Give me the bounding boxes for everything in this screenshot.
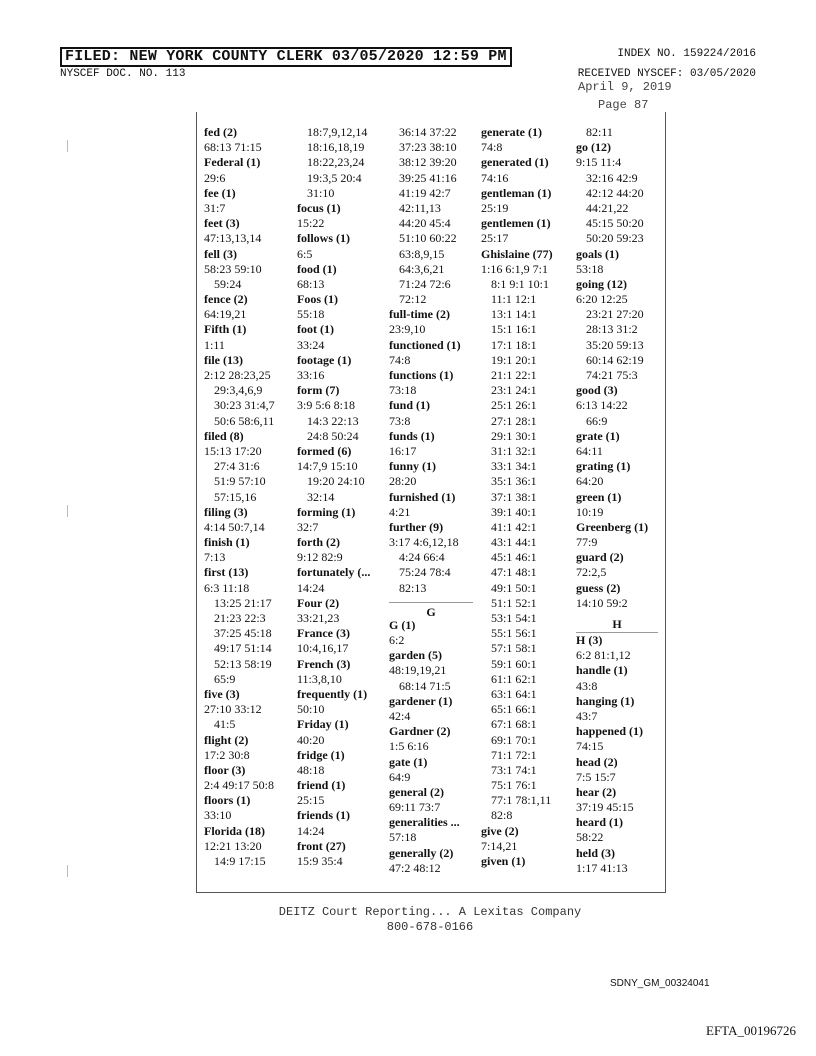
index-term: France (3) — [297, 626, 350, 641]
index-term: gentlemen (1) — [481, 216, 551, 231]
index-citation: 75:24 78:4 — [399, 565, 451, 580]
index-citation: 10:4,16,17 — [297, 641, 349, 656]
index-citation: 11:3,8,10 — [297, 671, 342, 686]
index-term: hear (2) — [576, 784, 617, 799]
index-citation: 9:12 82:9 — [297, 550, 343, 565]
index-citation: 7:14,21 — [481, 838, 518, 853]
index-column-2 — [297, 125, 383, 869]
index-citation: 6:13 14:22 — [576, 398, 628, 413]
index-citation: 4:24 66:4 — [399, 550, 445, 565]
index-term: foot (1) — [297, 322, 334, 337]
index-term: generate (1) — [481, 125, 542, 139]
index-citation: 12:21 13:20 — [204, 838, 262, 853]
index-citation: 13:1 14:1 — [491, 307, 537, 322]
index-citation: 25:17 — [481, 231, 509, 246]
index-term: Florida (18) — [204, 823, 265, 838]
index-term: fund (1) — [389, 398, 431, 413]
index-citation: 45:15 50:20 — [586, 216, 644, 231]
index-citation: 1:5 6:16 — [389, 739, 429, 754]
index-term: furnished (1) — [389, 489, 456, 504]
index-citation: 45:1 46:1 — [491, 550, 537, 565]
index-citation: 39:1 40:1 — [491, 504, 537, 519]
index-citation: 37:19 45:15 — [576, 800, 634, 815]
index-citation: 44:21,22 — [586, 200, 629, 215]
index-citation: 14:10 59:2 — [576, 595, 628, 610]
nyscef-doc-no: NYSCEF DOC. NO. 113 — [60, 68, 186, 80]
index-citation: 28:13 31:2 — [586, 322, 638, 337]
index-citation: 47:2 48:12 — [389, 860, 441, 875]
index-citation: 32:16 42:9 — [586, 170, 638, 185]
index-citation: 53:18 — [576, 261, 604, 276]
index-citation: 3:9 5:6 8:18 — [297, 398, 356, 413]
index-citation: 41:1 42:1 — [491, 519, 537, 534]
index-citation: 1:17 41:13 — [576, 860, 628, 875]
index-citation: 6:20 12:25 — [576, 292, 628, 307]
index-term: Fifth (1) — [204, 322, 247, 337]
index-citation: 41:5 — [214, 717, 236, 732]
index-citation: 28:20 — [389, 474, 417, 489]
index-citation: 48:19,19,21 — [389, 663, 447, 678]
index-citation: 58:23 59:10 — [204, 261, 262, 276]
index-citation: 14:24 — [297, 580, 325, 595]
index-citation: 68:14 71:5 — [399, 678, 451, 693]
index-column-3 — [389, 125, 473, 876]
index-term: flight (2) — [204, 732, 249, 747]
index-term: finish (1) — [204, 535, 250, 550]
index-citation: 39:25 41:16 — [399, 170, 457, 185]
index-citation: 64:9 — [389, 769, 411, 784]
index-citation: 59:1 60:1 — [491, 656, 537, 671]
index-citation: 14:24 — [297, 823, 325, 838]
index-citation: 82:13 — [399, 580, 427, 595]
index-citation: 27:4 31:6 — [214, 459, 260, 474]
index-citation: 72:2,5 — [576, 565, 607, 580]
index-citation: 51:9 57:10 — [214, 474, 266, 489]
index-citation: 1:11 — [204, 337, 225, 352]
index-term: hanging (1) — [576, 693, 635, 708]
index-citation: 65:9 — [214, 671, 236, 686]
index-citation: 29:6 — [204, 170, 226, 185]
index-citation: 36:14 37:22 — [399, 125, 457, 139]
index-citation: 43:1 44:1 — [491, 535, 537, 550]
index-citation: 51:1 52:1 — [491, 595, 537, 610]
index-citation: 49:17 51:14 — [214, 641, 272, 656]
index-term: happened (1) — [576, 724, 644, 739]
section-letter: H — [576, 615, 658, 633]
index-citation: 77:1 78:1,11 — [491, 793, 552, 808]
reporter-company: DEITZ Court Reporting... A Lexitas Company — [278, 905, 582, 919]
index-citation: 15:13 17:20 — [204, 443, 262, 458]
index-term: friends (1) — [297, 808, 350, 823]
index-term: head (2) — [576, 754, 618, 769]
index-citation: 27:10 33:12 — [204, 702, 262, 717]
index-term: given (1) — [481, 854, 526, 868]
index-term: gentleman (1) — [481, 185, 552, 200]
index-citation: 43:8 — [576, 678, 598, 693]
index-term: friend (1) — [297, 778, 346, 793]
index-citation: 50:20 59:23 — [586, 231, 644, 246]
index-term: give (2) — [481, 823, 519, 838]
index-citation: 2:12 28:23,25 — [204, 368, 271, 382]
index-citation: 6:5 — [297, 246, 313, 261]
reporter-phone: 800-678-0166 — [386, 920, 474, 934]
index-citation: 25:1 26:1 — [491, 398, 537, 413]
index-term: good (3) — [576, 383, 618, 398]
index-term: fee (1) — [204, 185, 236, 200]
index-citation: 75:1 76:1 — [491, 778, 537, 793]
index-citation: 2:4 49:17 50:8 — [204, 778, 275, 793]
index-citation: 21:1 22:1 — [491, 368, 537, 382]
index-citation: 82:11 — [586, 125, 613, 139]
index-citation: 51:10 60:22 — [399, 231, 457, 246]
index-term: floors (1) — [204, 793, 251, 808]
index-term: G (1) — [389, 617, 416, 632]
efta-number: EFTA_00196726 — [706, 1023, 796, 1038]
index-term: functions (1) — [389, 368, 454, 382]
index-term: guard (2) — [576, 550, 624, 565]
index-citation: 47:13,13,14 — [204, 231, 262, 246]
index-citation: 68:13 — [297, 276, 325, 291]
index-citation: 73:8 — [389, 413, 411, 428]
index-citation: 24:8 50:24 — [307, 428, 359, 443]
index-citation: 57:1 58:1 — [491, 641, 537, 656]
index-citation: 55:1 56:1 — [491, 626, 537, 641]
index-citation: 55:18 — [297, 307, 325, 322]
index-citation: 29:1 30:1 — [491, 428, 537, 443]
index-term: going (12) — [576, 276, 627, 291]
index-citation: 4:14 50:7,14 — [204, 519, 265, 534]
index-citation: 14:3 22:13 — [307, 413, 359, 428]
index-term: French (3) — [297, 656, 351, 671]
index-citation: 71:1 72:1 — [491, 747, 537, 762]
index-citation: 37:1 38:1 — [491, 489, 537, 504]
index-term: feet (3) — [204, 216, 240, 231]
index-term: food (1) — [297, 261, 337, 276]
index-citation: 69:1 70:1 — [491, 732, 537, 747]
filed-stamp: FILED: NEW YORK COUNTY CLERK 03/05/2020 12:59 PM — [60, 47, 512, 67]
index-term: held (3) — [576, 845, 615, 860]
index-citation: 13:25 21:17 — [214, 595, 272, 610]
index-term: frequently (1) — [297, 686, 368, 701]
index-term: Ghislaine (77) — [481, 246, 553, 261]
index-term: heard (1) — [576, 815, 623, 830]
index-citation: 74:15 — [576, 739, 604, 754]
index-citation: 7:5 15:7 — [576, 769, 616, 784]
index-citation: 73:1 74:1 — [491, 762, 537, 777]
index-citation: 65:1 66:1 — [491, 702, 537, 717]
index-citation: 6:2 — [389, 633, 405, 647]
index-term: green (1) — [576, 489, 622, 504]
index-citation: 53:1 54:1 — [491, 611, 537, 625]
index-citation: 33:21,23 — [297, 611, 340, 625]
index-column-4 — [481, 125, 567, 869]
index-citation: 17:2 30:8 — [204, 747, 250, 762]
transcript-date: April 9, 2019 — [578, 80, 672, 94]
index-citation: 31:10 — [307, 185, 335, 200]
index-citation: 31:7 — [204, 200, 226, 215]
index-term: five (3) — [204, 686, 240, 701]
index-citation: 44:20 45:4 — [399, 216, 451, 231]
index-term: forth (2) — [297, 535, 340, 550]
index-term: generally (2) — [389, 845, 454, 860]
index-term: Four (2) — [297, 595, 340, 610]
index-citation: 63:1 64:1 — [491, 686, 537, 701]
index-citation: 57:18 — [389, 830, 417, 845]
index-citation: 57:15,16 — [214, 489, 257, 504]
index-term: grate (1) — [576, 428, 620, 443]
index-citation: 29:3,4,6,9 — [214, 383, 263, 398]
index-citation: 19:3,5 20:4 — [307, 170, 362, 185]
index-citation: 15:22 — [297, 216, 325, 231]
index-term: functioned (1) — [389, 337, 461, 352]
index-citation: 9:15 11:4 — [576, 155, 622, 170]
index-citation: 35:1 36:1 — [491, 474, 537, 489]
index-citation: 35:20 59:13 — [586, 337, 644, 352]
index-term: guess (2) — [576, 580, 621, 595]
index-citation: 3:17 4:6,12,18 — [389, 535, 459, 550]
index-citation: 73:18 — [389, 383, 417, 398]
index-term: form (7) — [297, 383, 340, 398]
index-citation: 14:9 17:15 — [214, 854, 266, 868]
index-citation: 32:14 — [307, 489, 335, 504]
index-term: file (13) — [204, 352, 243, 367]
index-citation: 68:13 71:15 — [204, 140, 262, 155]
index-term: Greenberg (1) — [576, 519, 649, 534]
index-term: first (13) — [204, 565, 249, 580]
index-citation: 19:1 20:1 — [491, 352, 537, 367]
index-term: general (2) — [389, 784, 444, 799]
index-citation: 16:17 — [389, 443, 417, 458]
index-citation: 33:1 34:1 — [491, 459, 537, 474]
index-term: H (3) — [576, 633, 603, 647]
index-citation: 33:10 — [204, 808, 232, 823]
index-citation: 77:9 — [576, 535, 598, 550]
index-citation: 64:11 — [576, 443, 603, 458]
index-term: floor (3) — [204, 762, 246, 777]
footer — [0, 905, 816, 935]
index-term: gate (1) — [389, 754, 428, 769]
index-column-1 — [204, 125, 290, 869]
index-term: fence (2) — [204, 292, 248, 307]
index-citation: 17:1 18:1 — [491, 337, 537, 352]
index-citation: 25:19 — [481, 200, 509, 215]
index-citation: 21:23 22:3 — [214, 611, 266, 625]
index-term: garden (5) — [389, 648, 442, 663]
index-term: go (12) — [576, 140, 611, 155]
index-citation: 25:15 — [297, 793, 325, 808]
index-term: goals (1) — [576, 246, 619, 261]
index-citation: 31:1 32:1 — [491, 443, 537, 458]
index-number: INDEX NO. 159224/2016 — [617, 48, 756, 60]
index-term: full-time (2) — [389, 307, 450, 322]
index-citation: 67:1 68:1 — [491, 717, 537, 732]
index-term: fortunately (... — [297, 565, 371, 580]
index-term: Gardner (2) — [389, 724, 451, 739]
index-citation: 72:12 — [399, 292, 427, 307]
index-column-5 — [576, 125, 658, 876]
index-citation: 47:1 48:1 — [491, 565, 537, 580]
index-citation: 59:24 — [214, 276, 242, 291]
index-term: forming (1) — [297, 504, 356, 519]
index-term: handle (1) — [576, 663, 628, 678]
index-citation: 19:20 24:10 — [307, 474, 365, 489]
index-citation: 48:18 — [297, 762, 325, 777]
index-citation: 50:10 — [297, 702, 325, 717]
index-citation: 10:19 — [576, 504, 604, 519]
index-citation: 41:19 42:7 — [399, 185, 451, 200]
index-term: front (27) — [297, 838, 346, 853]
index-term: gardener (1) — [389, 693, 453, 708]
received-stamp: RECEIVED NYSCEF: 03/05/2020 — [577, 68, 756, 80]
index-citation: 18:7,9,12,14 — [307, 125, 368, 139]
scan-mark — [67, 865, 68, 877]
index-citation: 33:24 — [297, 337, 325, 352]
section-letter: G — [389, 602, 473, 618]
index-citation: 14:7,9 15:10 — [297, 459, 358, 474]
index-term: follows (1) — [297, 231, 350, 246]
index-citation: 1:16 6:1,9 7:1 — [481, 261, 549, 276]
index-citation: 50:6 58:6,11 — [214, 413, 275, 428]
index-citation: 63:8,9,15 — [399, 246, 445, 261]
index-citation: 30:23 31:4,7 — [214, 398, 275, 413]
index-term: fed (2) — [204, 125, 237, 139]
index-citation: 42:11,13 — [399, 200, 441, 215]
index-citation: 18:16,18,19 — [307, 140, 365, 155]
index-citation: 37:25 45:18 — [214, 626, 272, 641]
index-citation: 6:3 11:18 — [204, 580, 250, 595]
index-citation: 6:2 81:1,12 — [576, 648, 631, 663]
index-citation: 15:9 35:4 — [297, 854, 343, 868]
index-term: filing (3) — [204, 504, 248, 519]
index-citation: 37:23 38:10 — [399, 140, 457, 155]
index-citation: 27:1 28:1 — [491, 413, 537, 428]
index-citation: 8:1 9:1 10:1 — [491, 276, 550, 291]
index-term: Foos (1) — [297, 292, 338, 307]
index-citation: 23:9,10 — [389, 322, 426, 337]
index-term: funds (1) — [389, 428, 435, 443]
index-term: grating (1) — [576, 459, 631, 474]
index-term: Friday (1) — [297, 717, 349, 732]
index-term: further (9) — [389, 519, 444, 534]
index-citation: 69:11 73:7 — [389, 800, 441, 815]
index-term: generalities ... — [389, 815, 460, 830]
index-term: Federal (1) — [204, 155, 261, 170]
index-citation: 40:20 — [297, 732, 325, 747]
index-citation: 38:12 39:20 — [399, 155, 457, 170]
index-citation: 71:24 72:6 — [399, 276, 451, 291]
index-citation: 43:7 — [576, 708, 598, 723]
index-term: fridge (1) — [297, 747, 345, 762]
index-term: generated (1) — [481, 155, 549, 170]
index-citation: 32:7 — [297, 519, 319, 534]
index-citation: 64:19,21 — [204, 307, 247, 322]
index-term: formed (6) — [297, 443, 352, 458]
index-citation: 74:8 — [481, 140, 503, 155]
index-term: focus (1) — [297, 200, 341, 215]
index-citation: 64:20 — [576, 474, 604, 489]
index-term: funny (1) — [389, 459, 437, 474]
scan-mark — [67, 505, 68, 517]
index-citation: 15:1 16:1 — [491, 322, 537, 337]
index-citation: 42:4 — [389, 708, 411, 723]
index-citation: 23:21 27:20 — [586, 307, 644, 322]
index-term: fell (3) — [204, 246, 237, 261]
index-citation: 23:1 24:1 — [491, 383, 537, 398]
index-citation: 4:21 — [389, 504, 411, 519]
index-citation: 11:1 12:1 — [491, 292, 537, 307]
scan-mark — [67, 140, 68, 152]
bates-number: SDNY_GM_00324041 — [610, 978, 710, 989]
index-citation: 74:16 — [481, 170, 509, 185]
page-number: Page 87 — [598, 98, 649, 112]
index-citation: 7:13 — [204, 550, 226, 565]
index-citation: 49:1 50:1 — [491, 580, 537, 595]
index-citation: 42:12 44:20 — [586, 185, 644, 200]
index-citation: 61:1 62:1 — [491, 671, 537, 686]
index-citation: 18:22,23,24 — [307, 155, 365, 170]
index-citation: 52:13 58:19 — [214, 656, 272, 671]
index-citation: 64:3,6,21 — [399, 261, 445, 276]
index-citation: 82:8 — [491, 808, 513, 823]
index-citation: 33:16 — [297, 368, 325, 382]
index-citation: 74:21 75:3 — [586, 368, 638, 382]
index-term: filed (8) — [204, 428, 244, 443]
index-citation: 60:14 62:19 — [586, 352, 644, 367]
index-citation: 66:9 — [586, 413, 608, 428]
index-citation: 58:22 — [576, 830, 604, 845]
index-term: footage (1) — [297, 352, 352, 367]
index-citation: 74:8 — [389, 352, 411, 367]
